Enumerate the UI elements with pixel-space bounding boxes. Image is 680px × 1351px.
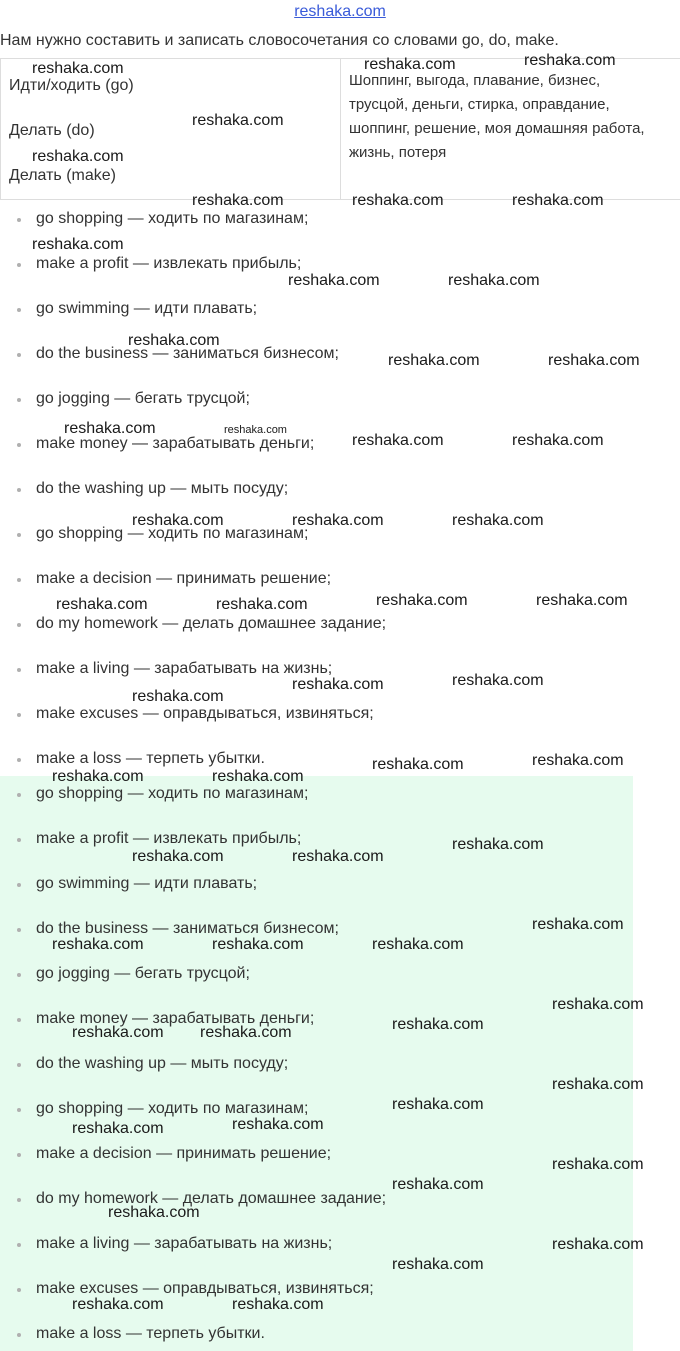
bullet-icon — [17, 1333, 21, 1337]
watermark-text: reshaka.com — [32, 60, 124, 77]
bullet-icon — [17, 218, 21, 222]
watermark-text: reshaka.com — [392, 1096, 484, 1113]
bullet-icon — [17, 578, 21, 582]
verb-go: Идти/ходить (go) — [9, 77, 134, 94]
watermark-text: reshaka.com — [32, 148, 124, 165]
watermark-text: reshaka.com — [448, 272, 540, 289]
watermark-text: reshaka.com — [536, 592, 628, 609]
bullet-icon — [17, 443, 21, 447]
watermark-text: reshaka.com — [52, 768, 144, 785]
watermark-text: reshaka.com — [72, 1296, 164, 1313]
bullet-icon — [17, 973, 21, 977]
watermark-text: reshaka.com — [192, 192, 284, 209]
watermark-text: reshaka.com — [32, 236, 124, 253]
watermark-text: reshaka.com — [532, 916, 624, 933]
watermark-text: reshaka.com — [532, 752, 624, 769]
watermark-text: reshaka.com — [52, 936, 144, 953]
bullet-icon — [17, 1063, 21, 1067]
bullet-icon — [17, 488, 21, 492]
watermark-text: reshaka.com — [512, 192, 604, 209]
watermark-text: reshaka.com — [392, 1016, 484, 1033]
watermark-text: reshaka.com — [292, 676, 384, 693]
bullet-icon — [17, 1288, 21, 1292]
bullet-icon — [17, 758, 21, 762]
bullet-icon — [17, 668, 21, 672]
bullet-icon — [17, 1018, 21, 1022]
bullet-icon — [17, 838, 21, 842]
watermark-text: reshaka.com — [392, 1176, 484, 1193]
nouns-cell — [341, 59, 680, 200]
bullet-icon — [17, 713, 21, 717]
task-intro: Нам нужно составить и записать словосочетания со словами go, do, make. — [0, 32, 559, 49]
watermark-text: reshaka.com — [292, 848, 384, 865]
watermark-text: reshaka.com — [132, 688, 224, 705]
watermark-text: reshaka.com — [552, 1236, 644, 1253]
bullet-icon — [17, 533, 21, 537]
watermark-text: reshaka.com — [552, 1156, 644, 1173]
nouns-line: жизнь, потеря — [349, 144, 447, 161]
watermark-text: reshaka.com — [452, 672, 544, 689]
verb-make: Делать (make) — [9, 167, 116, 184]
watermark-text: reshaka.com — [452, 836, 544, 853]
bullet-icon — [17, 308, 21, 312]
nouns-line: трусцой, деньги, стирка, оправдание, — [349, 96, 610, 113]
watermark-text: reshaka.com — [524, 52, 616, 69]
bullet-icon — [17, 263, 21, 267]
watermark-text: reshaka.com — [372, 936, 464, 953]
watermark-text: reshaka.com — [372, 756, 464, 773]
bullet-icon — [17, 398, 21, 402]
verbs-cell — [1, 59, 341, 200]
bullet-icon — [17, 928, 21, 932]
bullet-icon — [17, 1243, 21, 1247]
watermark-text: reshaka.com — [64, 420, 156, 437]
watermark-text: reshaka.com — [72, 1120, 164, 1137]
watermark-text: reshaka.com — [232, 1296, 324, 1313]
watermark-text: reshaka.com — [132, 512, 224, 529]
bullet-icon — [17, 883, 21, 887]
watermark-text: reshaka.com — [56, 596, 148, 613]
word-table — [0, 58, 680, 200]
watermark-text: reshaka.com — [552, 1076, 644, 1093]
bullet-icon — [17, 793, 21, 797]
bullet-icon — [17, 1198, 21, 1202]
nouns-line: шоппинг, решение, моя домашняя работа, — [349, 120, 645, 137]
watermark-text: reshaka.com — [128, 332, 220, 349]
watermark-text: reshaka.com — [552, 996, 644, 1013]
watermark-text: reshaka.com — [388, 352, 480, 369]
bullet-icon — [17, 353, 21, 357]
watermark-text: reshaka.com — [224, 424, 287, 436]
watermark-text: reshaka.com — [72, 1024, 164, 1041]
watermark-text: reshaka.com — [548, 352, 640, 369]
watermark-text: reshaka.com — [512, 432, 604, 449]
watermark-text: reshaka.com — [392, 1256, 484, 1273]
watermark-text: reshaka.com — [108, 1204, 200, 1221]
site-header-link[interactable]: reshaka.com — [294, 3, 386, 20]
watermark-text: reshaka.com — [200, 1024, 292, 1041]
nouns-line: Шоппинг, выгода, плавание, бизнес, — [349, 72, 601, 89]
watermark-text: reshaka.com — [192, 112, 284, 129]
watermark-text: reshaka.com — [352, 432, 444, 449]
watermark-text: reshaka.com — [288, 272, 380, 289]
watermark-text: reshaka.com — [132, 848, 224, 865]
watermark-text: reshaka.com — [352, 192, 444, 209]
watermark-text: reshaka.com — [212, 936, 304, 953]
bullet-icon — [17, 1153, 21, 1157]
watermark-text: reshaka.com — [364, 56, 456, 73]
watermark-text: reshaka.com — [216, 596, 308, 613]
watermark-text: reshaka.com — [452, 512, 544, 529]
watermark-text: reshaka.com — [232, 1116, 324, 1133]
watermark-text: reshaka.com — [212, 768, 304, 785]
bullet-icon — [17, 623, 21, 627]
bullet-icon — [17, 1108, 21, 1112]
watermark-text: reshaka.com — [376, 592, 468, 609]
verb-do: Делать (do) — [9, 122, 95, 139]
watermark-text: reshaka.com — [292, 512, 384, 529]
